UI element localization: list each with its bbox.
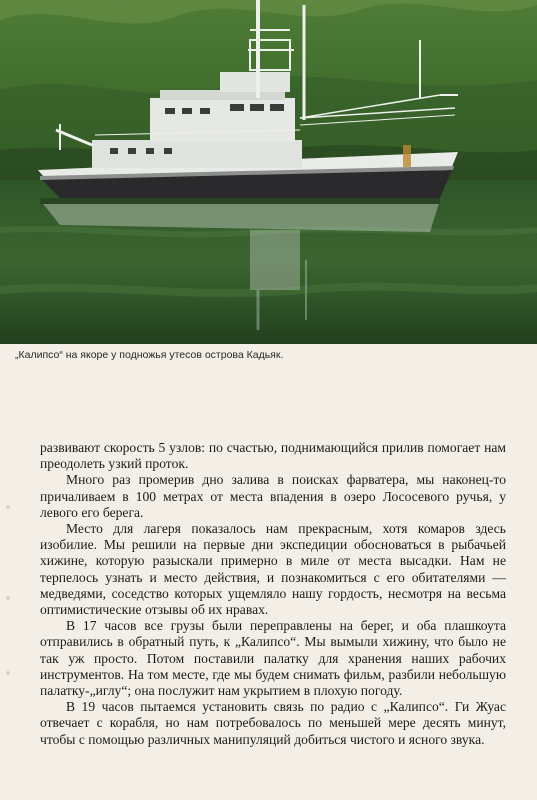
- binder-hole: [6, 505, 10, 509]
- paragraph: В 19 часов пытаемся установить связь по радио с „Калипсо“. Ги Жуас отвечает с корабля, но нам потребовалось по меньшей мере десять минут, чтобы с помощью различных манипуляций добиться чистого и ясного звука.: [40, 699, 506, 747]
- paragraph: Много раз промерив дно залива в поисках фарватера, мы наконец-то причаливаем в 100 метрах от места впадения в озеро Лососевого ручья, у левого его берега.: [40, 472, 506, 520]
- paragraph: В 17 часов все грузы были переправлены на берег, и оба плашкоута отправились в обратный путь, к „Калипсо“. Мы вымыли хижину, что было не так уж просто. Потом поставили палатку для хранения наших рабочих инструментов. На том месте, где мы будем снимать фильм, разбили небольшую палатку-„иглу“; она послужит нам укрытием в плохую погоду.: [40, 618, 506, 699]
- body-text: [40, 440, 506, 748]
- paragraph: развивают скорость 5 узлов: по счастью, поднимающийся прилив помогает нам преодолеть узкий проток.: [40, 440, 506, 472]
- paragraph: Место для лагеря показалось нам прекрасным, хотя комаров здесь изобилие. Мы решили на первые дни экспедиции обосноваться в рыбачьей хижине, которую разыскали примерно в миле от места высадки. Нам не терпелось узнать и место действия, и познакомиться с его обитателями — медведями, соседство которых ущемляло нашу гордость, несмотря на весьма оптимистические отзывы об их нравах.: [40, 521, 506, 618]
- binder-hole: [6, 671, 10, 675]
- photo-caption: „Калипсо“ на якоре у подножья утесов острова Кадьяк.: [15, 349, 284, 361]
- ship-photo: [0, 0, 537, 344]
- binder-hole: [6, 596, 10, 600]
